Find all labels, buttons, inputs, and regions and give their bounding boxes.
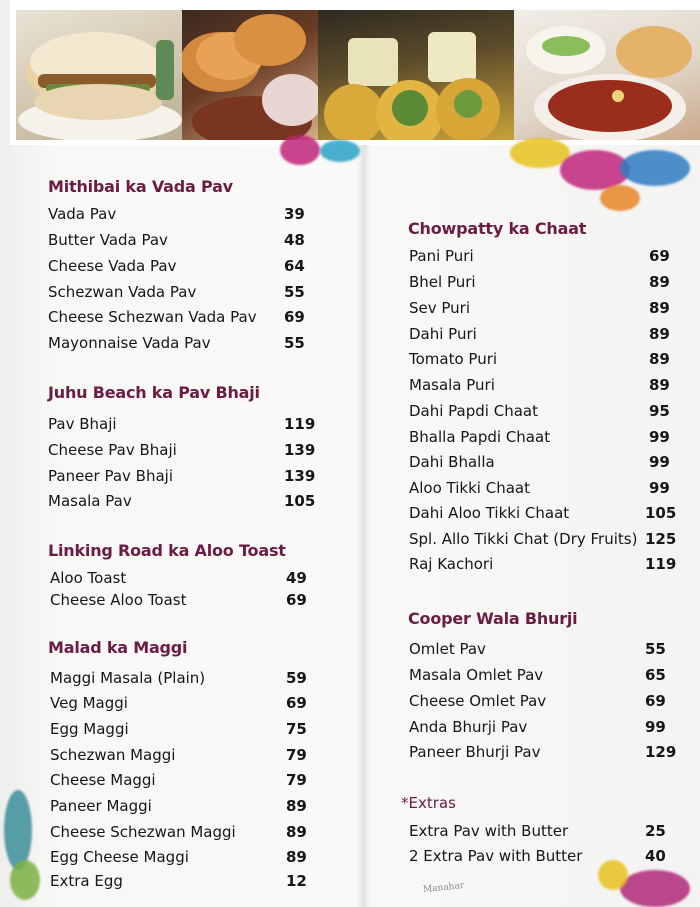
item-price: 55 — [284, 283, 305, 301]
item-price: 89 — [649, 325, 670, 343]
item-price: 99 — [649, 428, 670, 446]
item-name: Cheese Maggi — [50, 771, 156, 789]
item-price: 79 — [286, 771, 307, 789]
item-name: Spl. Allo Tikki Chat (Dry Fruits) — [409, 530, 638, 548]
item-price: 125 — [645, 530, 677, 548]
pani-puri-photo — [318, 10, 514, 140]
handwritten-note: Manahar — [422, 880, 465, 896]
paint-splash — [600, 185, 640, 211]
item-name: 2 Extra Pav with Butter — [409, 847, 583, 865]
item-name: Cheese Aloo Toast — [50, 591, 187, 609]
item-name: Aloo Tikki Chaat — [409, 479, 530, 497]
item-name: Aloo Toast — [50, 569, 127, 587]
item-name: Egg Maggi — [50, 720, 129, 738]
item-name: Cheese Schezwan Vada Pav — [48, 308, 257, 326]
item-price: 39 — [284, 205, 305, 223]
item-name: Pav Bhaji — [48, 415, 117, 433]
food-photo-strip — [10, 0, 700, 145]
item-name: Veg Maggi — [50, 694, 128, 712]
paint-splash — [598, 860, 628, 890]
item-price: 139 — [284, 467, 316, 485]
item-price: 129 — [645, 743, 677, 761]
item-price: 79 — [286, 746, 307, 764]
pav-bhaji-photo — [182, 10, 322, 140]
item-name: Cheese Pav Bhaji — [48, 441, 177, 459]
item-price: 59 — [286, 669, 307, 687]
section-title-bhurji: Cooper Wala Bhurji — [408, 609, 578, 628]
item-name: Masala Pav — [48, 492, 132, 510]
item-name: Extra Egg — [50, 872, 123, 890]
item-price: 69 — [286, 694, 307, 712]
item-price: 89 — [649, 299, 670, 317]
extras-label: *Extras — [401, 794, 456, 812]
item-name: Masala Omlet Pav — [409, 666, 544, 684]
vada-pav-photo — [16, 10, 184, 140]
bhaji-plate-photo — [514, 10, 700, 140]
item-price: 89 — [286, 848, 307, 866]
section-title-pav-bhaji: Juhu Beach ka Pav Bhaji — [48, 383, 260, 402]
item-price: 95 — [649, 402, 670, 420]
item-price: 69 — [286, 591, 307, 609]
item-price: 12 — [286, 872, 307, 890]
section-title-chaat: Chowpatty ka Chaat — [408, 219, 587, 238]
item-name: Extra Pav with Butter — [409, 822, 569, 840]
item-name: Cheese Schezwan Maggi — [50, 823, 236, 841]
item-name: Pani Puri — [409, 247, 474, 265]
item-price: 25 — [645, 822, 666, 840]
item-name: Butter Vada Pav — [48, 231, 168, 249]
item-name: Bhalla Papdi Chaat — [409, 428, 551, 446]
paint-splash — [4, 790, 32, 870]
paint-splash — [620, 870, 690, 907]
item-name: Sev Puri — [409, 299, 471, 317]
paint-splash — [620, 150, 690, 186]
item-price: 69 — [645, 692, 666, 710]
item-name: Anda Bhurji Pav — [409, 718, 528, 736]
item-price: 105 — [284, 492, 316, 510]
section-title-aloo-toast: Linking Road ka Aloo Toast — [48, 541, 286, 560]
item-name: Omlet Pav — [409, 640, 486, 658]
item-price: 99 — [645, 718, 666, 736]
item-price: 89 — [286, 797, 307, 815]
item-name: Cheese Omlet Pav — [409, 692, 547, 710]
item-name: Paneer Bhurji Pav — [409, 743, 541, 761]
item-name: Mayonnaise Vada Pav — [48, 334, 211, 352]
item-price: 119 — [645, 555, 677, 573]
paint-splash — [280, 135, 320, 165]
item-price: 89 — [649, 273, 670, 291]
item-price: 69 — [284, 308, 305, 326]
item-price: 89 — [649, 376, 670, 394]
section-title-maggi: Malad ka Maggi — [48, 638, 188, 657]
item-name: Dahi Puri — [409, 325, 477, 343]
section-title-vada-pav: Mithibai ka Vada Pav — [48, 177, 233, 196]
item-price: 99 — [649, 479, 670, 497]
item-price: 65 — [645, 666, 666, 684]
item-price: 119 — [284, 415, 316, 433]
item-name: Maggi Masala (Plain) — [50, 669, 206, 687]
item-price: 55 — [284, 334, 305, 352]
item-price: 69 — [649, 247, 670, 265]
item-price: 64 — [284, 257, 305, 275]
item-name: Schezwan Vada Pav — [48, 283, 197, 301]
item-price: 48 — [284, 231, 305, 249]
item-name: Paneer Maggi — [50, 797, 152, 815]
item-price: 40 — [645, 847, 666, 865]
item-name: Egg Cheese Maggi — [50, 848, 189, 866]
item-price: 89 — [286, 823, 307, 841]
item-name: Vada Pav — [48, 205, 117, 223]
item-name: Schezwan Maggi — [50, 746, 176, 764]
item-name: Tomato Puri — [409, 350, 498, 368]
item-price: 49 — [286, 569, 307, 587]
paint-splash — [320, 140, 360, 162]
item-name: Raj Kachori — [409, 555, 494, 573]
item-name: Cheese Vada Pav — [48, 257, 177, 275]
item-price: 75 — [286, 720, 307, 738]
item-name: Dahi Aloo Tikki Chaat — [409, 504, 570, 522]
item-name: Masala Puri — [409, 376, 495, 394]
item-price: 89 — [649, 350, 670, 368]
item-price: 139 — [284, 441, 316, 459]
item-price: 99 — [649, 453, 670, 471]
page-fold — [356, 130, 370, 907]
paint-splash — [10, 860, 40, 900]
item-name: Dahi Papdi Chaat — [409, 402, 538, 420]
item-price: 55 — [645, 640, 666, 658]
item-name: Paneer Pav Bhaji — [48, 467, 173, 485]
item-name: Bhel Puri — [409, 273, 476, 291]
item-name: Dahi Bhalla — [409, 453, 495, 471]
item-price: 105 — [645, 504, 677, 522]
